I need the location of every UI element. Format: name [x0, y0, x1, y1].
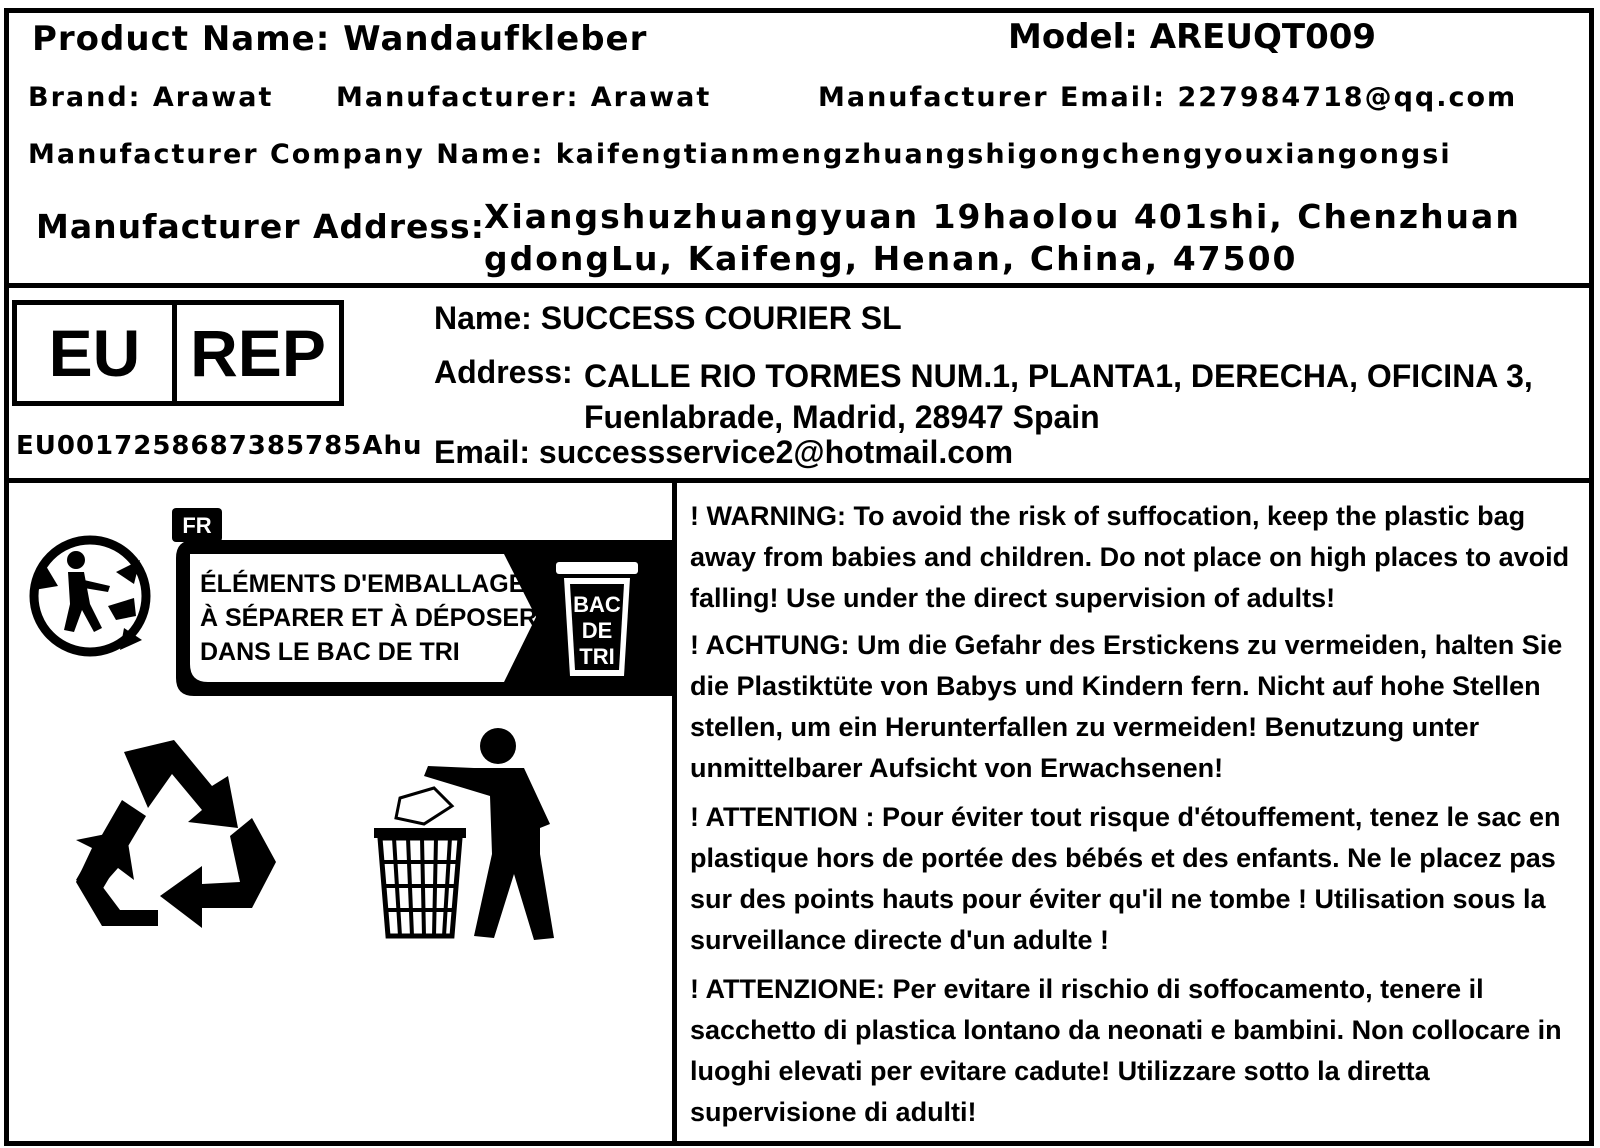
manufacturer-address-value: Xiangshuzhuangyuan 19haolou 401shi, ChenzhuangdongLu, Kaifeng, Henan, China, 47500 — [484, 197, 1521, 278]
manufacturer-label: Manufacturer: — [336, 82, 580, 113]
recycle-icon — [62, 730, 292, 950]
model — [1008, 17, 1377, 57]
eu-rep-code: EU0017258687385785Ahu — [16, 431, 423, 461]
manufacturer-value: Arawat — [590, 82, 712, 113]
manufacturer-email — [818, 84, 1517, 111]
eu-rep-email-value: successservice2@hotmail.com — [538, 434, 1014, 470]
safety-warnings — [690, 496, 1590, 1141]
eu-rep-address-value: CALLE RIO TORMES NUM.1, PLANTA1, DERECHA, OFICINA 3, Fuenlabrade, Madrid, 28947 Spain — [584, 358, 1533, 435]
manufacturer-company — [28, 141, 1452, 168]
brand-label: Brand: — [28, 82, 142, 113]
product-name-value: Wandaufkleber — [343, 19, 648, 59]
manufacturer — [336, 84, 711, 111]
model-label: Model: — [1008, 17, 1138, 57]
eu-rep-address-label: Address: — [434, 354, 573, 390]
manufacturer-email-label: Manufacturer Email: — [818, 82, 1167, 113]
eu-rep-name-value: SUCCESS COURIER SL — [540, 300, 902, 336]
brand — [28, 84, 273, 111]
triman-country: FR — [182, 513, 212, 538]
manufacturer-email-value: 227984718@qq.com — [1177, 82, 1518, 113]
triman-icon — [34, 540, 146, 652]
warning-fr: ! ATTENTION : Pour éviter tout risque d'étouffement, tenez le sac en plastique hors de portée des bébés et des enfants. Ne le placez pas sur des points hauts pour éviter qu'il ne tombe ! Utilisation sous la surveillance directe d'un adulte ! — [690, 802, 1561, 955]
triman-line-2: À SÉPARER ET À DÉPOSER — [200, 604, 538, 632]
brand-value: Arawat — [152, 82, 274, 113]
model-value: AREUQT009 — [1149, 17, 1377, 57]
triman-line-1: ÉLÉMENTS D'EMBALLAGE — [200, 570, 526, 598]
eu-rep-name — [434, 302, 902, 334]
warning-it: ! ATTENZIONE: Per evitare il rischio di soffocamento, tenere il sacchetto di plastica lontano da neonati e bambini. Non collocare in luoghi elevati per evitare cadute! Utilizzare sotto la diretta supervisione di adulti! — [690, 974, 1562, 1127]
bin-line-1: BAC — [573, 592, 621, 617]
eu-rep-badge-eu: EU — [17, 305, 177, 401]
eu-rep-badge-rep: REP — [190, 316, 326, 390]
warning-de: ! ACHTUNG: Um die Gefahr des Erstickens zu vermeiden, halten Sie die Plastiktüte von Babys und Kindern fern. Nicht auf hohe Stellen stellen, um ein Herunterfallen zu vermeiden! Benutzung unter unmittelbarer Aufsicht von Erwachsenen! — [690, 630, 1563, 783]
product-name-label: Product Name: — [32, 19, 331, 59]
section-divider-middle — [4, 478, 1594, 483]
manufacturer-company-value: kaifengtianmengzhuangshigongchengyouxiangongsi — [555, 139, 1452, 170]
manufacturer-company-label: Manufacturer Company Name: — [28, 139, 545, 170]
eu-rep-name-label: Name: — [434, 300, 532, 336]
section-divider-top — [4, 283, 1594, 288]
triman-line-3: DANS LE BAC DE TRI — [200, 638, 460, 666]
triman-sorting-logo — [24, 500, 674, 700]
warning-en: ! WARNING: To avoid the risk of suffocation, keep the plastic bag away from babies and children. Do not place on high places to avoid falling! Use under the direct supervision of adults! — [690, 501, 1570, 613]
product-name — [32, 19, 648, 59]
eu-rep-badge — [12, 300, 344, 406]
eu-rep-email — [434, 436, 1013, 468]
eu-rep-email-label: Email: — [434, 434, 531, 470]
bin-line-2: DE — [581, 618, 613, 643]
manufacturer-address-label: Manufacturer Address: — [36, 207, 485, 246]
tidyman-icon — [364, 724, 564, 946]
bin-line-3: TRI — [579, 644, 615, 669]
